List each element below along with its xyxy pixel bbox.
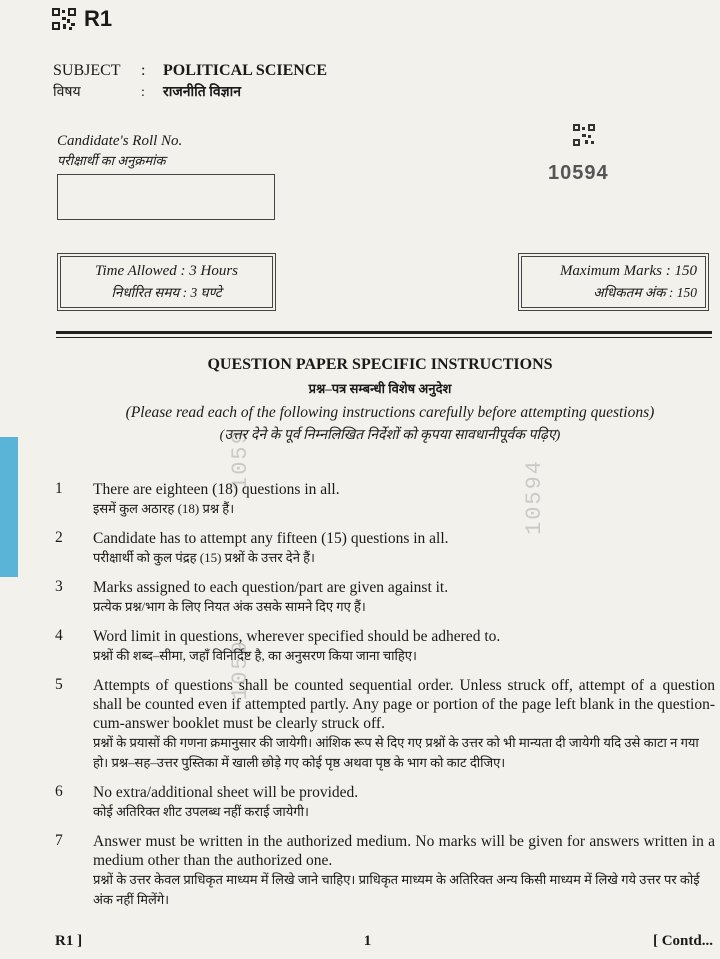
time-allowed-en: Time Allowed : 3 Hours <box>94 263 239 279</box>
side-color-tab <box>0 437 18 577</box>
watermark: 1059 <box>228 429 253 490</box>
qr-code-icon <box>52 8 76 30</box>
instruction-text-hindi: कोई अतिरिक्त शीट उपलब्ध नहीं कराई जायेगी। <box>93 804 309 819</box>
instruction-item <box>55 783 715 822</box>
page-number: 1 <box>363 933 372 949</box>
instructions-title: QUESTION PAPER SPECIFIC INSTRUCTIONS <box>207 356 553 373</box>
divider-thick <box>56 331 712 334</box>
paper-code-header <box>52 6 112 32</box>
maximum-marks-box <box>521 256 706 308</box>
instruction-number: 2 <box>55 529 63 546</box>
instruction-text: Candidate has to attempt any fifteen (15) questions in all. <box>93 530 449 547</box>
roll-number-label <box>57 131 182 171</box>
instruction-text: There are eighteen (18) questions in all. <box>93 481 340 498</box>
subject-value: POLITICAL SCIENCE <box>163 62 328 79</box>
watermark: 1059 <box>228 639 253 700</box>
instruction-text: Word limit in questions, wherever specified should be adhered to. <box>93 628 501 645</box>
instruction-number: 7 <box>55 832 63 849</box>
instruction-item <box>55 578 715 617</box>
instruction-item <box>55 627 715 666</box>
page-footer <box>55 933 713 950</box>
instruction-item <box>55 676 715 773</box>
time-allowed-hi: निर्धारित समय : 3 घण्टे <box>111 285 222 300</box>
instruction-text-hindi: प्रश्नों के उत्तर केवल प्राधिकृत माध्यम में लिखे जाने चाहिए। प्राधिकृत माध्यम के अतिरिक्त अन्य किसी माध्यम में लिखे गये उत्तर पर कोई अंक नहीं मिलेंगे। <box>93 872 700 907</box>
continued-label: [ Contd... <box>652 933 713 949</box>
maximum-marks-en: Maximum Marks : 150 <box>559 263 697 279</box>
instruction-text: Answer must be written in the authorized medium. No marks will be given for answers written in a medium other than the authorized one. <box>93 833 715 869</box>
instruction-item <box>55 529 715 568</box>
instruction-text-hindi: प्रत्येक प्रश्न/भाग के लिए नियत अंक उसके सामने दिए गए हैं। <box>93 599 366 614</box>
roll-number-box[interactable] <box>57 174 275 220</box>
instruction-number: 3 <box>55 578 63 595</box>
maximum-marks-hi: अधिकतम अंक : 150 <box>593 285 697 300</box>
instruction-item <box>55 480 715 519</box>
instruction-text: Attempts of questions shall be counted sequential order. Unless struck off, attempt of a question shall be counted even if attempted partly. Any page or portion of the page left blank in the question-cum-answer booklet must be clearly struck off. <box>93 677 715 732</box>
instruction-text-hindi: इसमें कुल अठारह (18) प्रश्न हैं। <box>93 501 235 516</box>
instruction-text-hindi: प्रश्नों के प्रयासों की गणना क्रमानुसार की जायेगी। आंशिक रूप से दिए गए प्रश्नों के उत्तर को भी मान्यता दी जायेगी यदि उसे काटा न गया हो। प्रश्न–सह–उत्तर पुस्तिका में खाली छोड़े गए कोई पृष्ठ अथवा पृष्ठ के भाग को काट दीजिए। <box>93 735 699 770</box>
instruction-list <box>55 480 715 920</box>
subject-label-hindi: विषय <box>53 85 81 100</box>
roll-label-en: Candidate's Roll No. <box>57 133 183 149</box>
subject-label: SUBJECT <box>53 62 121 79</box>
footer-code: R1 ] <box>55 933 83 949</box>
instruction-number: 1 <box>55 480 63 497</box>
read-instructions-note-hindi: (उत्तर देने के पूर्व निम्नलिखित निर्देशों को कृपया सावधानीपूर्वक पढ़िए) <box>219 428 561 443</box>
watermark: 10594 <box>522 458 547 535</box>
subject-colon-hindi: : <box>141 85 145 100</box>
paper-code: R1 <box>84 6 113 31</box>
question-paper-number: 10594 <box>548 162 609 184</box>
read-instructions-note: (Please read each of the following instructions carefully before attempting questions) <box>125 404 655 421</box>
instruction-number: 5 <box>55 676 63 693</box>
paper-qr-icon <box>573 124 595 146</box>
instruction-text: No extra/additional sheet will be provided. <box>93 784 359 801</box>
subject-block <box>53 60 327 104</box>
instruction-text: Marks assigned to each question/part are given against it. <box>93 579 449 596</box>
time-allowed-box <box>60 256 273 308</box>
instruction-text-hindi: प्रश्नों की शब्द–सीमा, जहाँ विनिर्दिष्ट है, का अनुसरण किया जाना चाहिए। <box>93 648 417 663</box>
divider-thin <box>56 337 712 338</box>
instructions-title-hindi: प्रश्न–पत्र सम्बन्धी विशेष अनुदेश <box>308 381 452 396</box>
instruction-number: 6 <box>55 783 63 800</box>
instruction-item <box>55 832 715 910</box>
roll-label-hi: परीक्षार्थी का अनुक्रमांक <box>57 153 166 168</box>
instruction-text-hindi: परीक्षार्थी को कुल पंद्रह (15) प्रश्नों के उत्तर देने हैं। <box>93 550 315 565</box>
subject-colon: : <box>141 62 146 79</box>
instruction-number: 4 <box>55 627 63 644</box>
subject-value-hindi: राजनीति विज्ञान <box>163 85 242 100</box>
